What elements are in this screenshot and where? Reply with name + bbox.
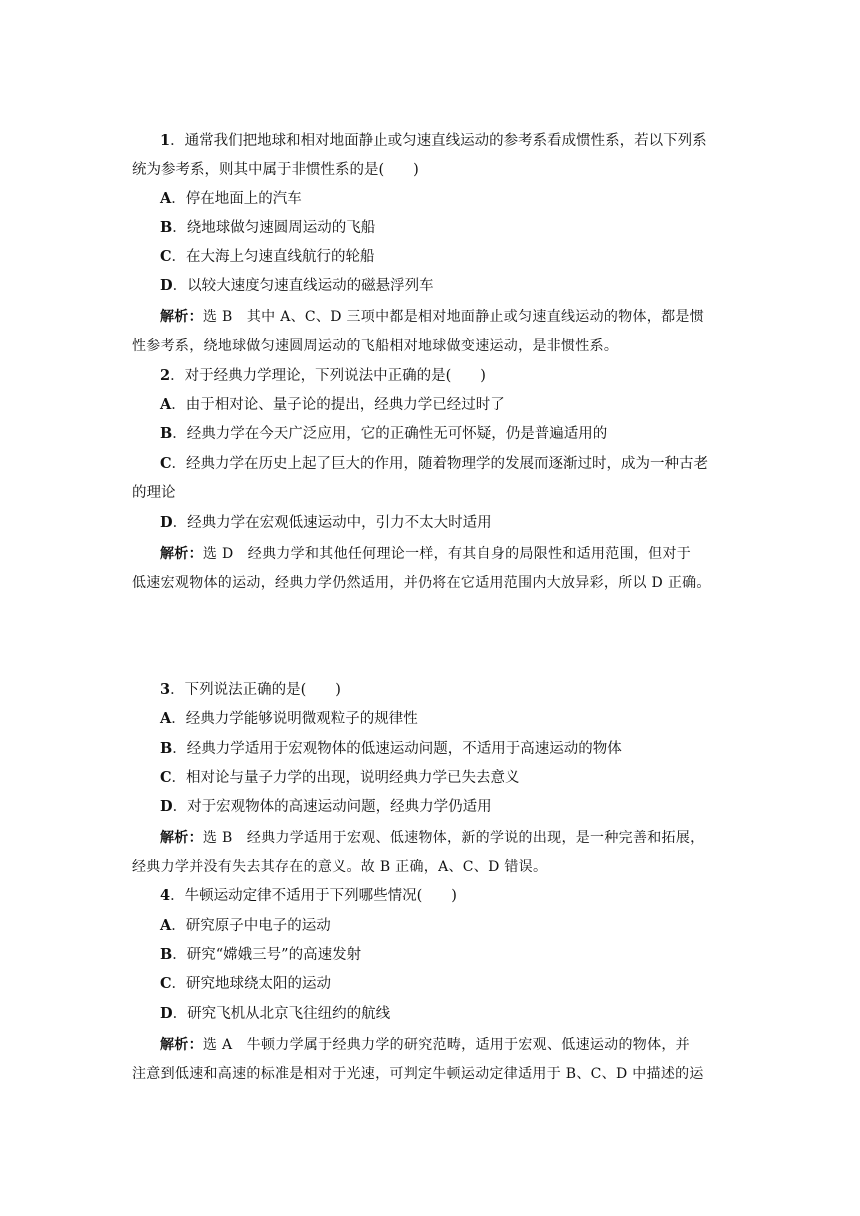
option-text: 由于相对论、量子论的提出，经典力学已经过时了	[185, 397, 505, 413]
question-1-option-a: A．停在地面上的汽车	[160, 190, 302, 207]
option-text: 经典力学在历史上起了巨大的作用，随着物理学的发展而逐渐过时，成为一种古老	[186, 456, 709, 472]
question-2-option-c: C．经典力学在历史上起了巨大的作用，随着物理学的发展而逐渐过时，成为一种古老	[160, 455, 709, 472]
question-number: 1	[160, 132, 171, 149]
question-number: 3	[160, 681, 171, 698]
explanation-text: 选 B 其中 A、C、D 三项中都是相对地面静止或匀速直线运动的物体，都是惯	[202, 309, 704, 325]
question-4-explanation	[160, 1035, 760, 1055]
explanation-label: 解析：	[160, 830, 203, 846]
option-letter: C	[160, 455, 172, 472]
explanation-label: 解析：	[160, 1037, 203, 1053]
option-text: 研究地球绕太阳的运动	[186, 976, 332, 992]
explanation-label: 解析：	[160, 309, 203, 325]
option-letter: C	[160, 769, 172, 786]
option-letter: A	[160, 396, 172, 413]
question-2-option-a: A．由于相对论、量子论的提出，经典力学已经过时了	[160, 396, 505, 413]
question-3-option-b: B．经典力学适用于宏观物体的低速运动问题，不适用于高速运动的物体	[160, 740, 622, 757]
question-2-option-d: D．经典力学在宏观低速运动中，引力不太大时适用	[160, 514, 492, 531]
question-1-option-b: B．绕地球做匀速圆周运动的飞船	[160, 219, 376, 236]
question-3-option-c: C．相对论与量子力学的出现，说明经典力学已失去意义	[160, 769, 520, 786]
explanation-label: 解析：	[160, 546, 203, 562]
question-2-explanation	[160, 544, 760, 564]
option-text: 以较大速度匀速直线运动的磁悬浮列车	[187, 278, 434, 294]
question-1-option-d: D．以较大速度匀速直线运动的磁悬浮列车	[160, 277, 434, 294]
option-text: 在大海上匀速直线航行的轮船	[186, 249, 375, 265]
option-text: 研究飞机从北京飞往纽约的航线	[187, 1006, 391, 1022]
option-letter: B	[160, 425, 173, 442]
question-1-option-c: C．在大海上匀速直线航行的轮船	[160, 248, 375, 265]
option-letter: D	[160, 798, 173, 815]
stem-text: 通常我们把地球和相对地面静止或匀速直线运动的参考系看成惯性系，若以下列系	[184, 133, 707, 149]
question-2-explanation-cont: 低速宏观物体的运动，经典力学仍然适用，并仍将在它适用范围内大放异彩，所以 D 正确。	[132, 575, 711, 591]
option-letter: D	[160, 514, 173, 531]
question-3-stem: 3．下列说法正确的是( )	[160, 681, 341, 698]
question-number: 4	[160, 887, 171, 904]
question-3-explanation-cont: 经典力学并没有失去其存在的意义。故 B 正确，A、C、D 错误。	[132, 859, 548, 875]
option-text: 相对论与量子力学的出现，说明经典力学已失去意义	[186, 770, 520, 786]
question-3-explanation	[160, 828, 760, 848]
question-2-option-b: B．经典力学在今天广泛应用，它的正确性无可怀疑，仍是普遍适用的	[160, 425, 608, 442]
question-number: 2	[160, 367, 171, 384]
option-text: 对于宏观物体的高速运动问题，经典力学仍适用	[187, 799, 492, 815]
question-4-option-c: C．研究地球绕太阳的运动	[160, 975, 332, 992]
question-1-explanation	[160, 307, 760, 327]
question-1-stem-cont: 统为参考系，则其中属于非惯性系的是( )	[132, 162, 419, 178]
stem-text: 下列说法正确的是( )	[184, 682, 341, 698]
option-text: 经典力学能够说明微观粒子的规律性	[185, 711, 418, 727]
explanation-text: 选 B 经典力学适用于宏观、低速物体，新的学说的出现，是一种完善和拓展，	[202, 830, 705, 846]
option-letter: B	[160, 219, 173, 236]
option-letter: D	[160, 1005, 173, 1022]
question-1-stem	[160, 131, 760, 151]
explanation-text: 选 D 经典力学和其他任何理论一样，有其自身的局限性和适用范围，但对于	[202, 546, 692, 562]
question-4-option-a: A．研究原子中电子的运动	[160, 917, 331, 934]
option-letter: B	[160, 740, 173, 757]
option-text: 绕地球做匀速圆周运动的飞船	[186, 220, 376, 236]
question-2-stem: 2．对于经典力学理论，下列说法中正确的是( )	[160, 367, 486, 384]
option-letter: A	[160, 190, 172, 207]
option-text: 研究“嫦娥三号”的高速发射	[186, 947, 362, 963]
question-3-option-d: D．对于宏观物体的高速运动问题，经典力学仍适用	[160, 798, 492, 815]
option-letter: A	[160, 917, 172, 934]
explanation-text: 选 A 牛顿力学属于经典力学的研究范畴，适用于宏观、低速运动的物体，并	[202, 1037, 690, 1053]
question-1-explanation-cont: 性参考系，绕地球做匀速圆周运动的飞船相对地球做变速运动，是非惯性系。	[132, 338, 619, 354]
option-letter: D	[160, 277, 173, 294]
question-4-stem: 4．牛顿运动定律不适用于下列哪些情况( )	[160, 887, 457, 904]
option-text: 停在地面上的汽车	[185, 191, 302, 207]
question-4-explanation-cont: 注意到低速和高速的标准是相对于光速，可判定牛顿运动定律适用于 B、C、D 中描述的运	[132, 1066, 704, 1082]
question-4-option-d: D．研究飞机从北京飞往纽约的航线	[160, 1005, 391, 1022]
stem-text: 牛顿运动定律不适用于下列哪些情况( )	[184, 888, 457, 904]
question-4-option-b: B．研究“嫦娥三号”的高速发射	[160, 946, 362, 963]
question-3-option-a: A．经典力学能够说明微观粒子的规律性	[160, 710, 418, 727]
option-text: 经典力学在宏观低速运动中，引力不太大时适用	[187, 515, 492, 531]
question-2-option-c-cont: 的理论	[132, 485, 176, 501]
option-text: 经典力学适用于宏观物体的低速运动问题，不适用于高速运动的物体	[186, 741, 622, 757]
option-letter: C	[160, 975, 172, 992]
separator: ．	[170, 133, 185, 149]
option-text: 研究原子中电子的运动	[185, 918, 331, 934]
option-text: 经典力学在今天广泛应用，它的正确性无可怀疑，仍是普遍适用的	[186, 426, 608, 442]
option-letter: B	[160, 946, 173, 963]
stem-text: 对于经典力学理论，下列说法中正确的是( )	[184, 368, 486, 384]
option-letter: C	[160, 248, 172, 265]
option-letter: A	[160, 710, 172, 727]
